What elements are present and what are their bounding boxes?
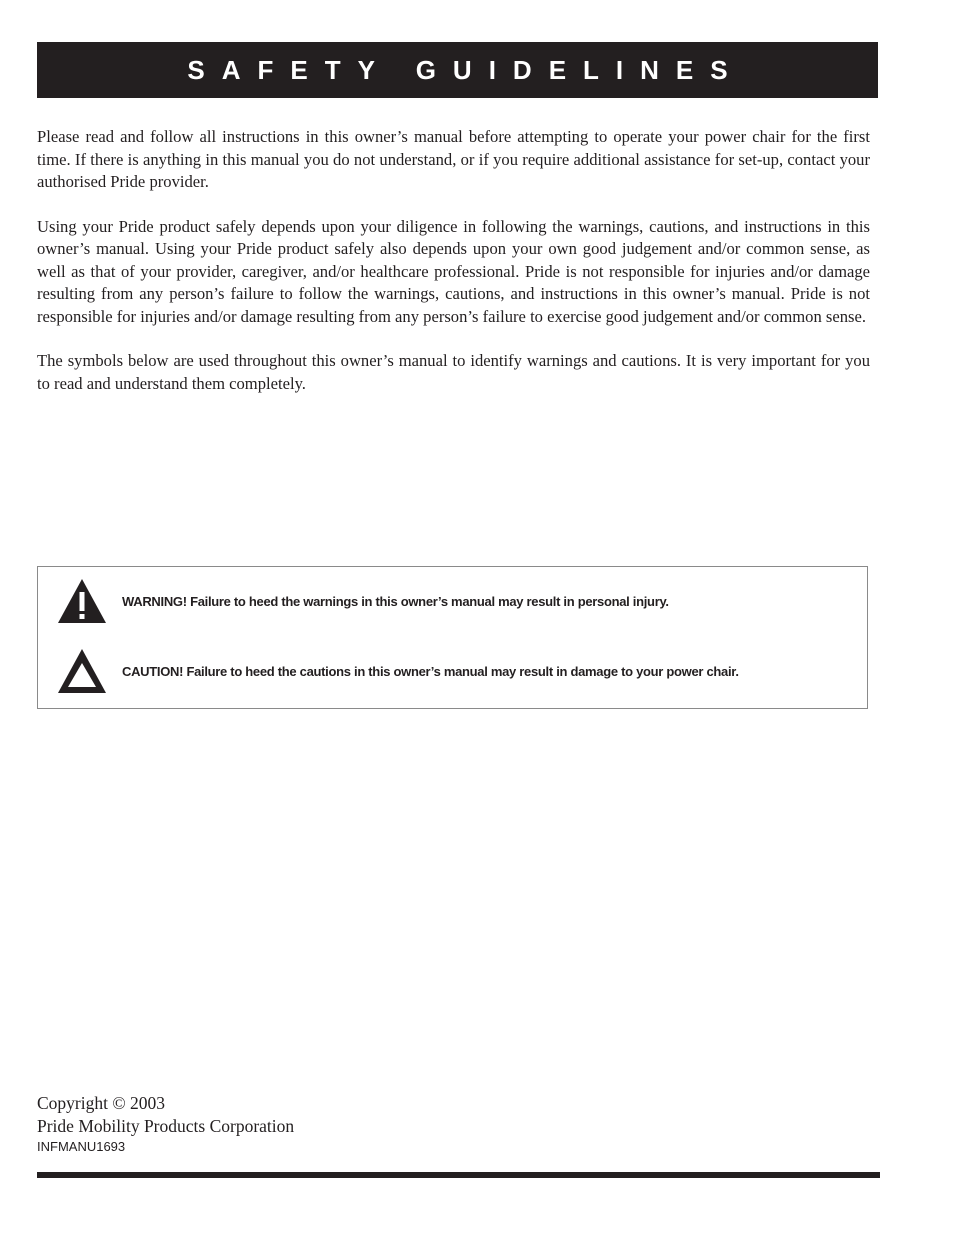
footer: [37, 1092, 294, 1156]
page-title: SAFETY GUIDELINES: [187, 54, 745, 85]
intro-text: [37, 126, 870, 417]
paragraph-instructions: Please read and follow all instructions in this owner’s manual before attempting to operate your power chair for the first time. If there is anything in this manual you do not understand, or if you require additional assistance for set-up, contact your authorised Pride provider.: [37, 127, 870, 191]
paragraph-responsibility: Using your Pride product safely depends upon your diligence in following the warnings, cautions, and instructions in this owner’s manual. Using your Pride product safely also depends upon your own good judgement and/or common sense, as well as that of your provider, caregiver, and/or healthcare professional. Pride is not responsible for injuries and/or damage resulting from any person’s failure to follow the warnings, cautions, and instructions in this owner’s manual. Pride is not responsible for injuries and/or damage resulting from any person’s failure to exercise good judgement and/or common sense.: [37, 216, 870, 326]
company-name: Pride Mobility Products Corporation: [37, 1116, 295, 1136]
copyright-line: Copyright © 2003: [37, 1093, 166, 1113]
paragraph-symbols: The symbols below are used throughout this owner’s manual to identify warnings and cautions. It is very important for you to read and understand them completely.: [37, 351, 870, 393]
symbols-legend-box: [37, 566, 868, 709]
section-header-bar: [37, 42, 878, 98]
caution-row: [56, 647, 739, 695]
caution-text: CAUTION! Failure to heed the cautions in this owner’s manual may result in damage to your power chair.: [122, 663, 739, 679]
warning-icon: [56, 577, 108, 625]
footer-divider: [37, 1172, 880, 1178]
document-code: INFMANU1693: [37, 1139, 126, 1154]
warning-text: WARNING! Failure to heed the warnings in this owner’s manual may result in personal injury.: [122, 593, 669, 609]
warning-row: [56, 577, 669, 625]
caution-icon: [56, 647, 108, 695]
